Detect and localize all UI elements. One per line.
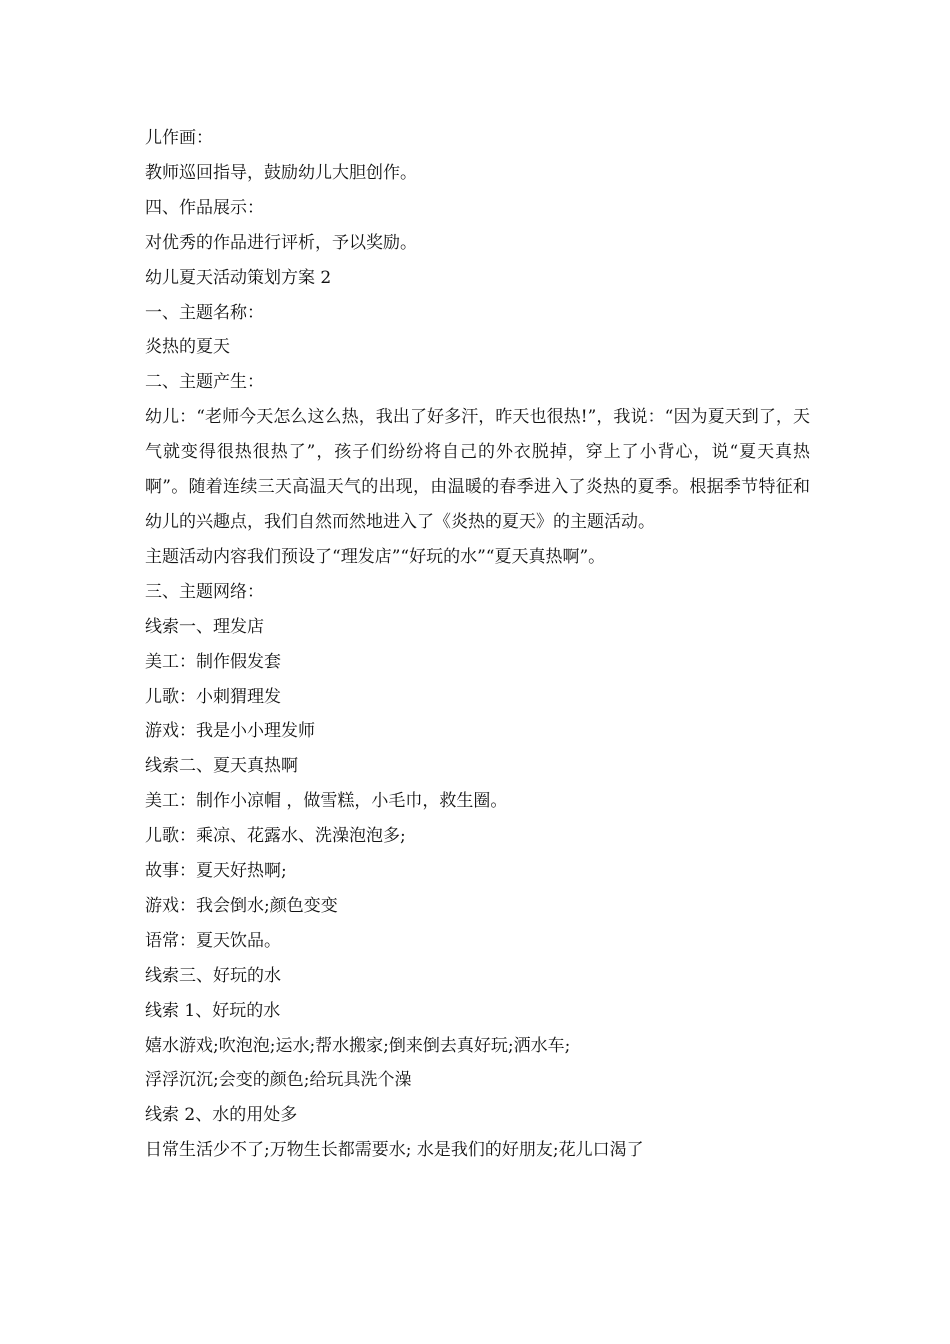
- text-line: 主题活动内容我们预设了“理发店”“好玩的水”“夏天真热啊”。: [145, 546, 606, 567]
- list-item: 美工：制作假发套: [145, 651, 281, 672]
- list-item: 浮浮沉沉;会变的颜色;给玩具洗个澡: [145, 1070, 412, 1091]
- section-heading: 三、主题网络：: [145, 581, 264, 602]
- text-line: 炎热的夏天: [145, 337, 230, 358]
- clue-heading: 线索一、理发店: [145, 616, 264, 637]
- clue-heading: 线索二、夏天真热啊: [145, 756, 298, 777]
- text-line: 儿作画：: [145, 128, 213, 148]
- list-item: 日常生活少不了;万物生长都需要水; 水是我们的好朋友;花儿口渴了: [145, 1140, 644, 1161]
- clue-subheading: 线索 2、水的用处多: [145, 1105, 298, 1126]
- section-heading: 二、主题产生：: [145, 372, 264, 393]
- clue-heading: 线索三、好玩的水: [145, 965, 281, 986]
- list-item: 儿歌：小刺猬理发: [145, 686, 281, 707]
- list-item: 儿歌：乘凉、花露水、洗澡泡泡多;: [145, 826, 406, 847]
- section-heading: 四、作品展示：: [145, 197, 264, 218]
- list-item: 美工：制作小凉帽 ，做雪糕，小毛巾，救生圈。: [145, 791, 508, 812]
- list-item: 故事：夏天好热啊;: [145, 861, 287, 882]
- list-item: 游戏：我是小小理发师: [145, 721, 315, 742]
- document-title: 幼儿夏天活动策划方案 2: [145, 267, 332, 288]
- text-line: 教师巡回指导，鼓励幼儿大胆创作。: [145, 162, 417, 183]
- list-item: 游戏：我会倒水;颜色变变: [145, 895, 338, 916]
- section-heading: 一、主题名称：: [145, 302, 264, 323]
- document-page: [145, 121, 810, 1168]
- clue-subheading: 线索 1、好玩的水: [145, 1000, 281, 1021]
- text-line: 对优秀的作品进行评析，予以奖励。: [145, 232, 417, 253]
- list-item: 语常：夏天饮品。: [145, 930, 281, 951]
- list-item: 嬉水游戏;吹泡泡;运水;帮水搬家;倒来倒去真好玩;洒水车;: [145, 1035, 571, 1056]
- body-paragraph: 幼儿：“老师今天怎么这么热，我出了好多汗，昨天也很热!”，我说：“因为夏天到了，天气就变得很热很热了”，孩子们纷纷将自己的外衣脱掉，穿上了小背心，说“夏天真热啊”。随着连续三天高温天气的出现，由温暖的春季进入了炎热的夏季。根据季节特征和幼儿的兴趣点，我们自然而然地进入了《炎热的夏天》的主题活动。: [145, 407, 810, 532]
